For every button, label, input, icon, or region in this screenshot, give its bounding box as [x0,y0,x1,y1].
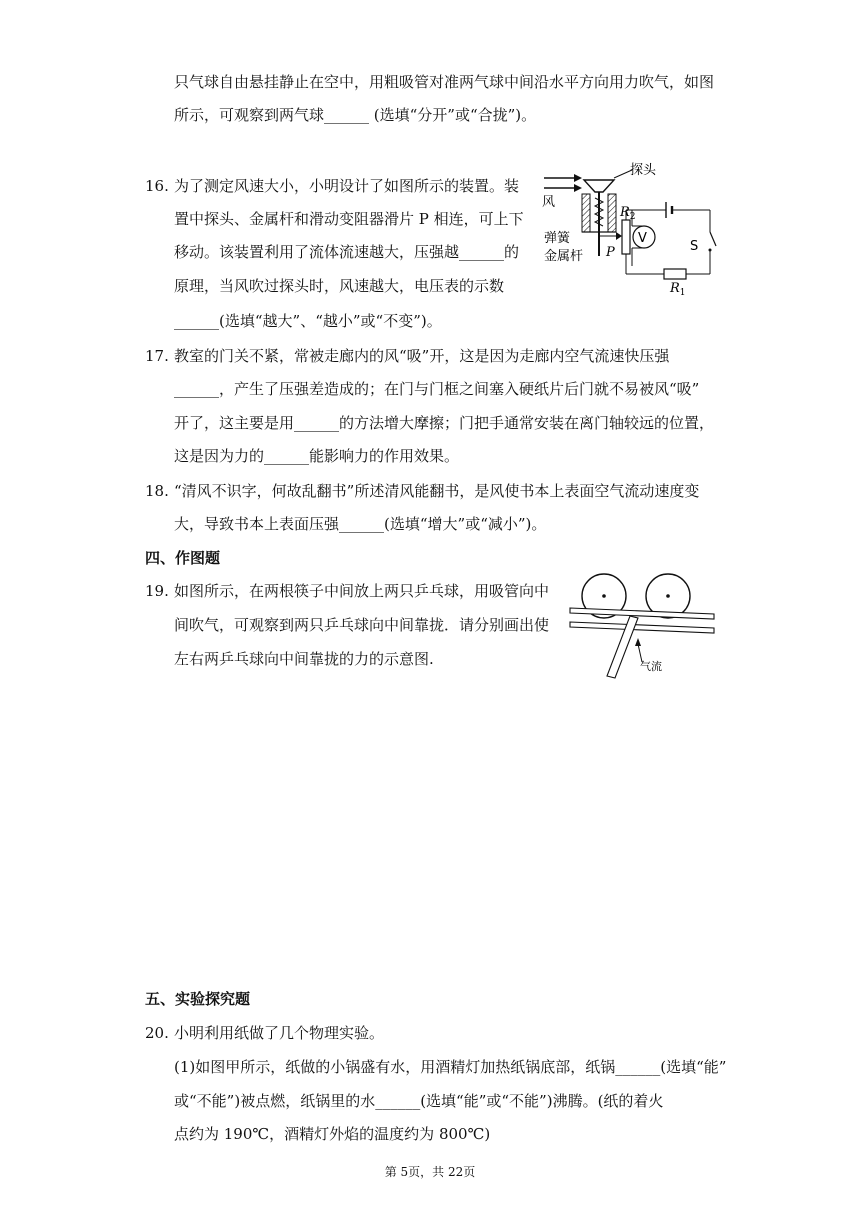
question-19-number: 19. [145,582,169,600]
question-20-line-4: 点约为 190℃，酒精灯外焰的温度约为 800℃) [174,1125,491,1143]
question-17-line-4: 这是因为力的______能影响力的作用效果。 [174,447,460,465]
question-16-line-3: 移动。该装置利用了流体流速越大，压强越______的 [174,243,520,261]
question-18-line-2: 大，导致书本上表面压强______(选填“增大”或“减小”)。 [174,515,547,533]
airflow-label: 气流 [640,660,662,673]
section-4-heading: 四、作图题 [145,549,221,567]
voltmeter-label: V [638,231,647,246]
question-16-line-2: 置中探头、金属杆和滑动变阻器滑片 P 相连，可上下 [174,210,524,228]
question-20-line-1: 小明利用纸做了几个物理实验。 [174,1024,385,1042]
ping-pong-chopsticks-figure [568,570,718,682]
question-16-line-5: ______(选填“越大”、“越小”或“不变”)。 [174,312,442,330]
intro-line-2: 所示，可观察到两气球______ (选填“分开”或“合拢”)。 [174,106,537,124]
question-17-number: 17. [145,347,169,365]
r1-label: $R_1$ [670,281,686,298]
spring-label: 弹簧 [544,231,571,246]
question-16-line-4: 原理，当风吹过探头时，风速越大，电压表的示数 [174,277,505,295]
probe-label: 探头 [630,163,657,178]
question-18-number: 18. [145,482,169,500]
question-20-line-2: (1)如图甲所示，纸做的小锅盛有水，用酒精灯加热纸锅底部，纸锅______(选填“能” [174,1058,727,1076]
question-19-line-1: 如图所示，在两根筷子中间放上两只乒乓球，用吸管向中 [174,582,550,600]
switch-label: S [690,239,699,254]
slider-p-label: P [606,245,615,260]
question-16-line-1: 为了测定风速大小，小明设计了如图所示的装置。装 [174,177,520,195]
question-16-number: 16. [145,177,169,195]
question-17-line-3: 开了，这主要是用______的方法增大摩擦；门把手通常安装在离门轴较远的位置， [174,414,715,432]
question-17-line-2: ______，产生了压强差造成的；在门与门框之间塞入硬纸片后门就不易被风“吸” [174,380,700,398]
question-20-line-3: 或“不能”)被点燃，纸锅里的水______(选填“能”或“不能”)沸腾。(纸的着火 [174,1092,664,1110]
metal-rod-label: 金属杆 [544,249,584,264]
wind-speed-device-figure [540,162,720,298]
section-5-heading: 五、实验探究题 [145,990,251,1008]
r2-label: $R_2$ [620,205,636,222]
wind-label: 风 [542,195,556,210]
page-footer: 第 5页，共 22页 [384,1165,476,1179]
question-19-line-3: 左右两乒乓球向中间靠拢的力的示意图. [174,650,434,668]
question-17-line-1: 教室的门关不紧，常被走廊内的风“吸”开，这是因为走廊内空气流速快压强 [174,347,670,365]
question-19-line-2: 间吹气，可观察到两只乒乓球向中间靠拢．请分别画出使 [174,616,550,634]
question-20-number: 20. [145,1024,169,1042]
question-18-line-1: “清风不识字，何故乱翻书”所述清风能翻书，是风使书本上表面空气流动速度变 [174,482,700,500]
intro-line-1: 只气球自由悬挂静止在空中，用粗吸管对准两气球中间沿水平方向用力吹气，如图 [174,73,715,91]
